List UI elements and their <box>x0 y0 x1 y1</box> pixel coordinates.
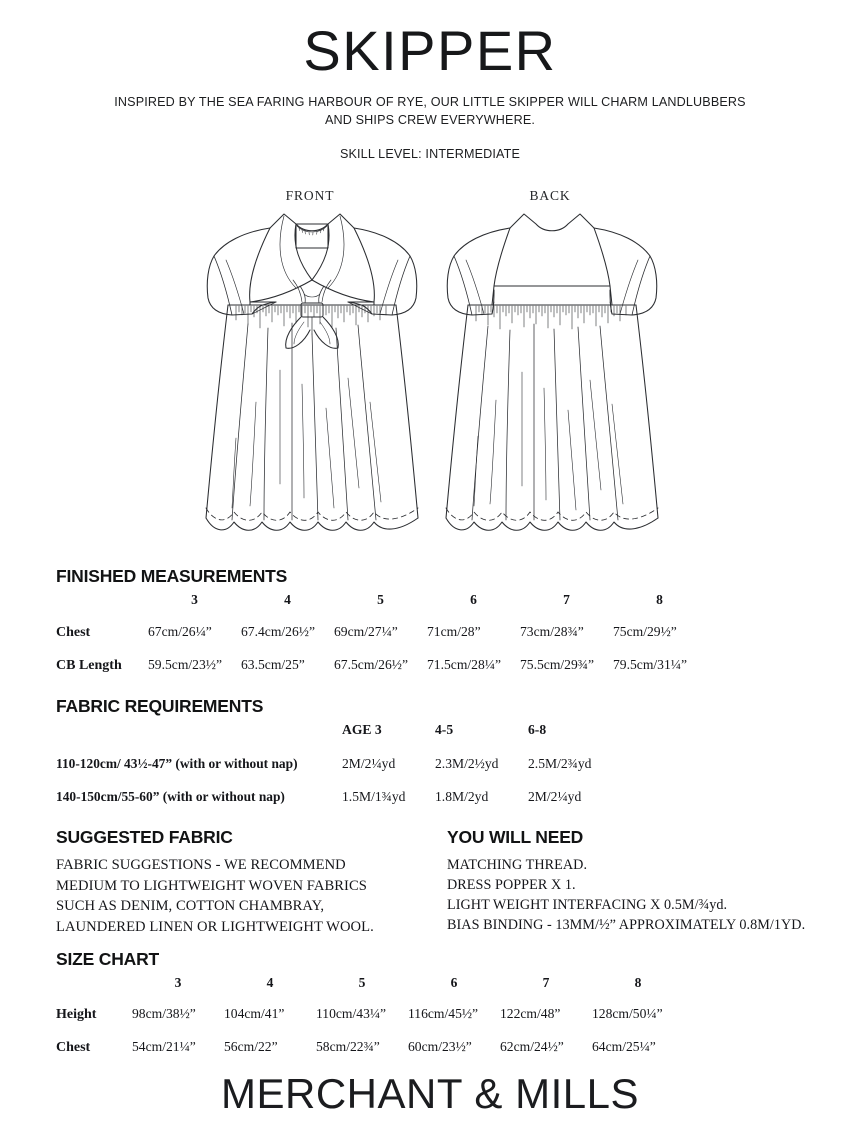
table-cell: 79.5cm/31¼” <box>613 657 687 672</box>
corner-cell <box>56 592 148 624</box>
column-header: 4 <box>284 592 291 607</box>
table-cell: 54cm/21¼” <box>132 1039 196 1054</box>
table-cell: 122cm/48” <box>500 1006 561 1021</box>
column-header: 7 <box>542 975 550 990</box>
column-header: 6-8 <box>528 722 547 737</box>
table-row <box>56 789 621 822</box>
suggested-fabric-line: LAUNDERED LINEN OR LIGHTWEIGHT WOOL. <box>56 919 374 936</box>
row-label: 140-150cm/55-60” (with or without nap) <box>56 789 285 804</box>
column-header: AGE 3 <box>342 722 382 737</box>
skill-level: SKILL LEVEL: INTERMEDIATE <box>339 147 521 161</box>
row-label: Chest <box>56 625 91 640</box>
column-header: 7 <box>563 592 570 607</box>
back-view-label: BACK <box>529 188 571 203</box>
table-cell: 75cm/29½” <box>613 624 677 639</box>
table-cell: 60cm/23½” <box>408 1039 472 1054</box>
tagline <box>0 93 860 130</box>
row-label: Chest <box>56 1040 91 1055</box>
finished-measurements-table <box>56 592 706 690</box>
dress-back-illustration <box>432 202 672 552</box>
table-cell: 56cm/22” <box>224 1039 278 1054</box>
you-will-need-heading: YOU WILL NEED <box>447 827 584 847</box>
finished-measurements-heading: FINISHED MEASUREMENTS <box>56 566 288 586</box>
row-label: Height <box>56 1007 97 1022</box>
table-header-row <box>56 592 706 624</box>
table-cell: 104cm/41” <box>224 1006 285 1021</box>
table-cell: 71.5cm/28¼” <box>427 657 501 672</box>
table-cell: 128cm/50¼” <box>592 1006 663 1021</box>
corner-cell <box>56 722 342 756</box>
suggested-fabric-text <box>56 855 374 938</box>
you-will-need-text <box>447 855 805 936</box>
table-cell: 2M/2¼yd <box>342 756 396 771</box>
table-cell: 59.5cm/23½” <box>148 657 222 672</box>
front-view-label: FRONT <box>285 188 335 203</box>
table-row <box>56 1039 684 1072</box>
table-cell: 63.5cm/25” <box>241 657 305 672</box>
table-cell: 116cm/45½” <box>408 1006 479 1021</box>
size-chart-table <box>56 975 684 1072</box>
table-cell: 2.3M/2½yd <box>435 756 499 771</box>
table-cell: 69cm/27¼” <box>334 624 398 639</box>
column-header: 4 <box>266 975 274 990</box>
column-header: 8 <box>656 592 663 607</box>
suggested-fabric-heading: SUGGESTED FABRIC <box>56 827 233 847</box>
technical-drawings <box>0 188 860 558</box>
fabric-requirements-table <box>56 722 621 822</box>
table-cell: 2.5M/2¾yd <box>528 756 592 771</box>
row-label: CB Length <box>56 658 122 673</box>
suggested-fabric-line: SUCH AS DENIM, COTTON CHAMBRAY, <box>56 898 325 915</box>
table-cell: 71cm/28” <box>427 624 481 639</box>
table-cell: 67.5cm/26½” <box>334 657 408 672</box>
table-row <box>56 657 706 690</box>
brand-logo: MERCHANT & MILLS <box>221 1070 639 1117</box>
you-will-need-line: LIGHT WEIGHT INTERFACING X 0.5M/¾yd. <box>447 897 728 914</box>
dress-front-illustration <box>192 202 432 552</box>
table-row <box>56 624 706 657</box>
table-cell: 67cm/26¼” <box>148 624 212 639</box>
size-chart-heading: SIZE CHART <box>56 949 160 969</box>
table-cell: 1.5M/1¾yd <box>342 789 406 804</box>
column-header: 5 <box>377 592 384 607</box>
column-header: 6 <box>470 592 477 607</box>
corner-cell <box>56 975 132 1006</box>
column-header: 5 <box>358 975 366 990</box>
table-header-row <box>56 722 621 756</box>
table-cell: 67.4cm/26½” <box>241 624 315 639</box>
tagline-line-2: AND SHIPS CREW EVERYWHERE. <box>324 113 536 128</box>
column-header: 4-5 <box>435 722 454 737</box>
suggested-fabric-line: FABRIC SUGGESTIONS - WE RECOMMEND <box>56 857 346 873</box>
column-header: 8 <box>634 975 642 990</box>
column-header: 3 <box>191 592 198 607</box>
suggested-fabric-line: MEDIUM TO LIGHTWEIGHT WOVEN FABRICS <box>56 877 367 894</box>
table-cell: 58cm/22¾” <box>316 1039 380 1054</box>
table-cell: 98cm/38½” <box>132 1006 196 1021</box>
you-will-need-line: BIAS BINDING - 13MM/½” APPROXIMATELY 0.8M/1YD. <box>447 917 806 934</box>
you-will-need-line: MATCHING THREAD. <box>447 857 588 873</box>
column-header: 6 <box>450 975 458 990</box>
you-will-need-line: DRESS POPPER X 1. <box>447 877 576 894</box>
table-cell: 2M/2¼yd <box>528 789 582 804</box>
table-cell: 110cm/43¼” <box>316 1006 387 1021</box>
table-row <box>56 756 621 789</box>
fabric-requirements-heading: FABRIC REQUIREMENTS <box>56 696 264 716</box>
table-cell: 64cm/25¼” <box>592 1039 656 1054</box>
table-cell: 62cm/24½” <box>500 1039 564 1054</box>
column-header: 3 <box>174 975 182 990</box>
table-cell: 75.5cm/29¾” <box>520 657 594 672</box>
table-header-row <box>56 975 684 1006</box>
table-cell: 73cm/28¾” <box>520 624 584 639</box>
row-label: 110-120cm/ 43½-47” (with or without nap) <box>56 756 298 771</box>
tagline-line-1: INSPIRED BY THE SEA FARING HARBOUR OF RYE, OUR LITTLE SKIPPER WILL CHARM LANDLUBBERS <box>114 95 746 109</box>
table-cell: 1.8M/2yd <box>435 789 489 804</box>
table-row <box>56 1006 684 1039</box>
page-title: SKIPPER <box>303 19 557 82</box>
